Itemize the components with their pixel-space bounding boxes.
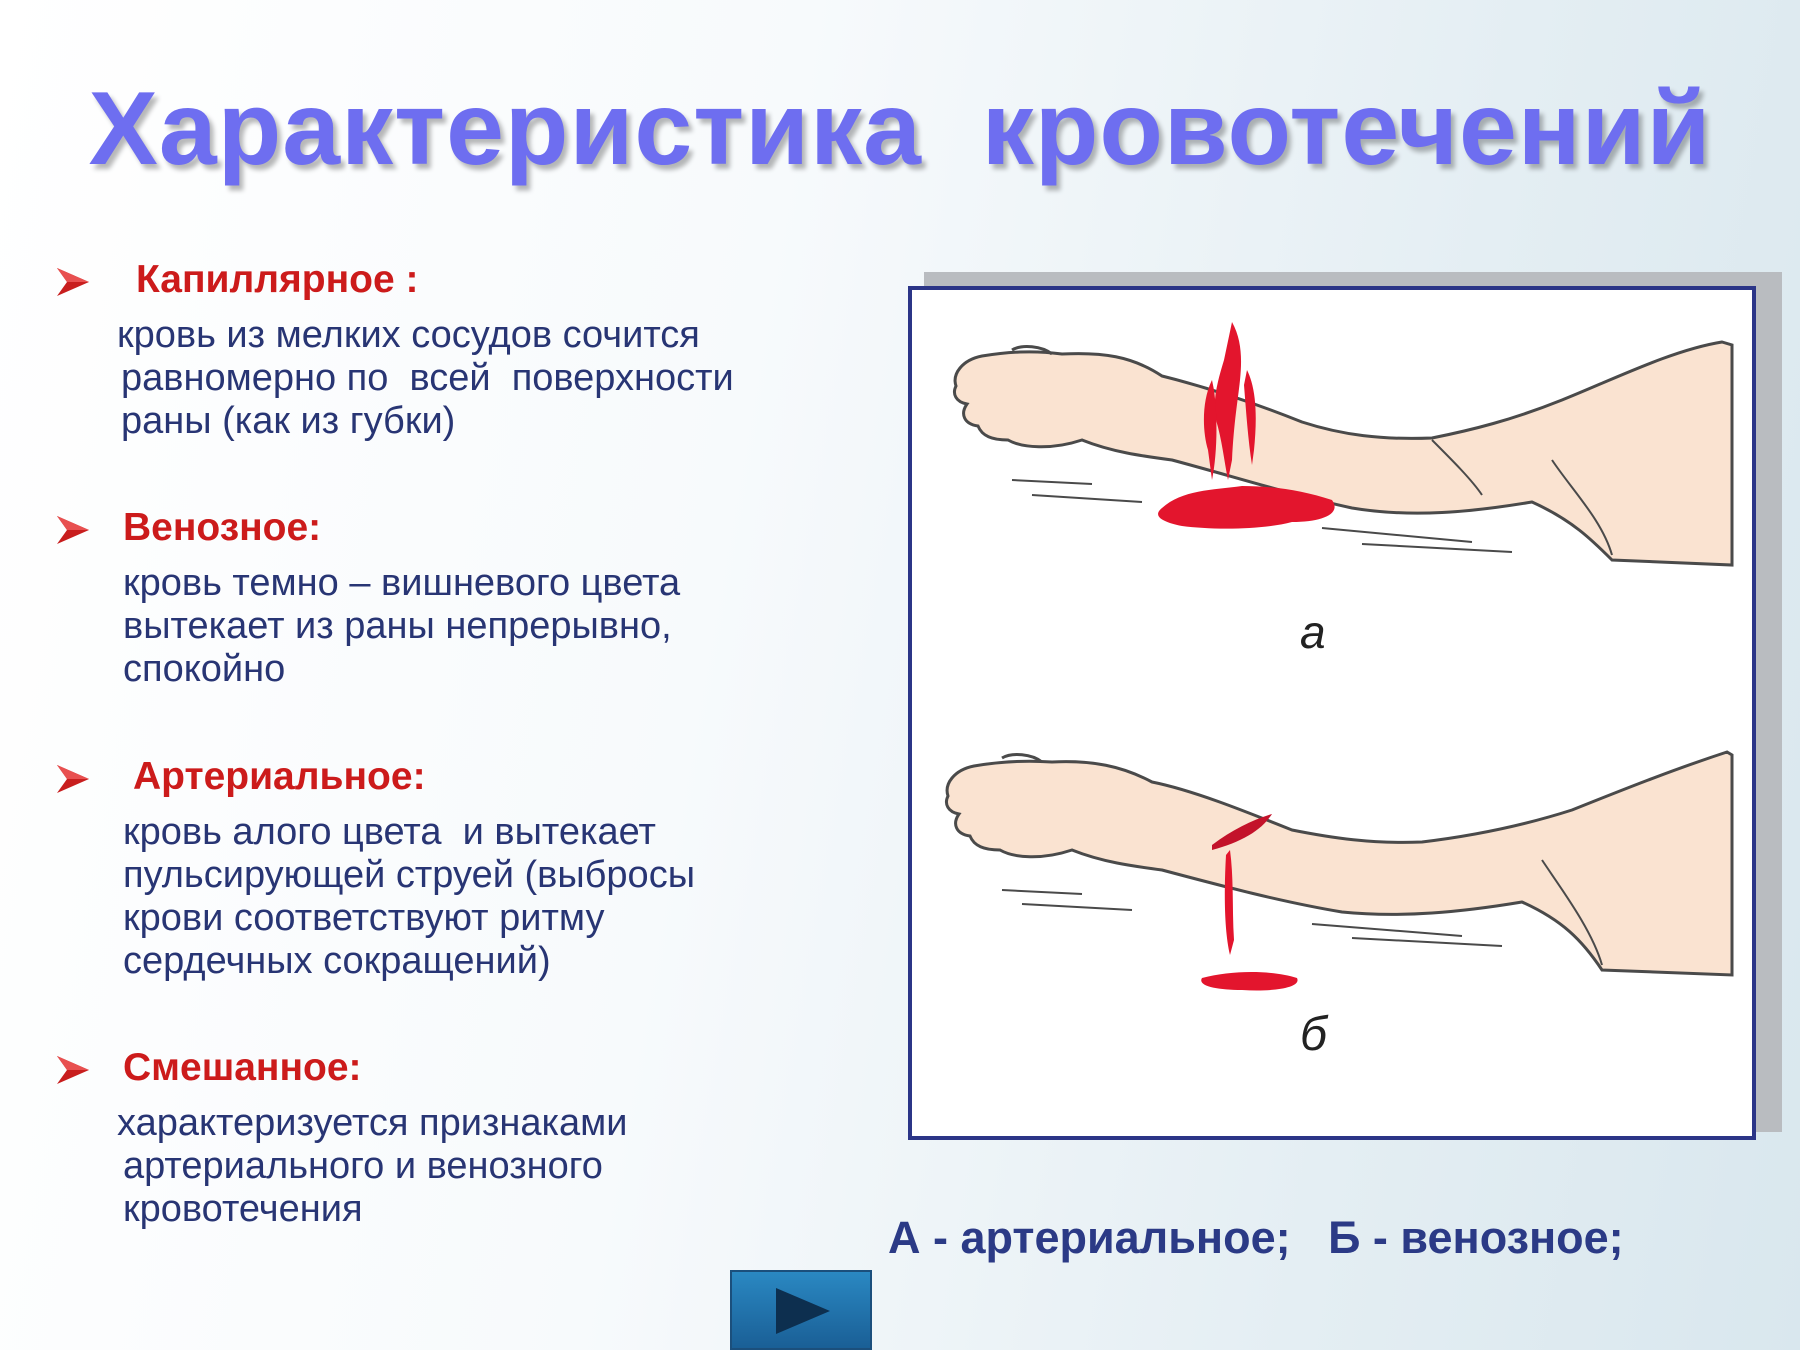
description-line: артериального и венозного (123, 1145, 603, 1187)
figure-caption: А - артериальное; Б - венозное; (888, 1212, 1624, 1263)
description-line: кровотечения (123, 1188, 363, 1230)
list-item-venous (55, 506, 875, 691)
arrow-bullet-icon (55, 264, 91, 300)
list-item-capillary (55, 258, 875, 443)
item-heading: Артериальное: (133, 755, 426, 798)
arrow-bullet-icon (55, 761, 91, 797)
arrow-bullet-icon (55, 1052, 91, 1088)
description-line: кровь из мелких сосудов сочится (117, 314, 700, 356)
item-description (117, 1102, 875, 1231)
item-description (123, 562, 875, 691)
figure-label-b: б (1300, 1008, 1327, 1061)
item-description (123, 811, 875, 983)
description-line: кровь темно – вишневого цвета (123, 562, 681, 604)
bleeding-illustration-frame (908, 286, 1756, 1140)
play-icon (772, 1286, 832, 1336)
arm-illustration-a (954, 322, 1732, 565)
item-heading: Венозное: (123, 506, 322, 549)
description-line: сердечных сокращений) (123, 940, 551, 982)
page-title: Характеристика кровотечений (88, 71, 1712, 187)
description-line: вытекает из раны непрерывно, (123, 605, 672, 647)
item-heading: Капиллярное : (136, 258, 419, 301)
arm-illustration-b (946, 752, 1732, 991)
next-slide-button[interactable] (730, 1270, 872, 1350)
item-heading: Смешанное: (123, 1046, 362, 1089)
description-line: спокойно (123, 648, 286, 690)
description-line: пульсирующей струей (выбросы (123, 854, 696, 896)
figure-label-a: а (1300, 606, 1326, 658)
description-line: крови соответствуют ритму (123, 897, 605, 939)
description-line: равномерно по всей поверхности (121, 357, 734, 399)
list-item-mixed (55, 1046, 875, 1231)
description-line: кровь алого цвета и вытекает (123, 811, 656, 853)
list-item-arterial (55, 755, 875, 983)
description-line: характеризуется признаками (117, 1102, 628, 1144)
arrow-bullet-icon (55, 512, 91, 548)
item-description (117, 314, 875, 443)
description-line: раны (как из губки) (121, 400, 456, 442)
bleeding-illustration (912, 290, 1752, 1136)
